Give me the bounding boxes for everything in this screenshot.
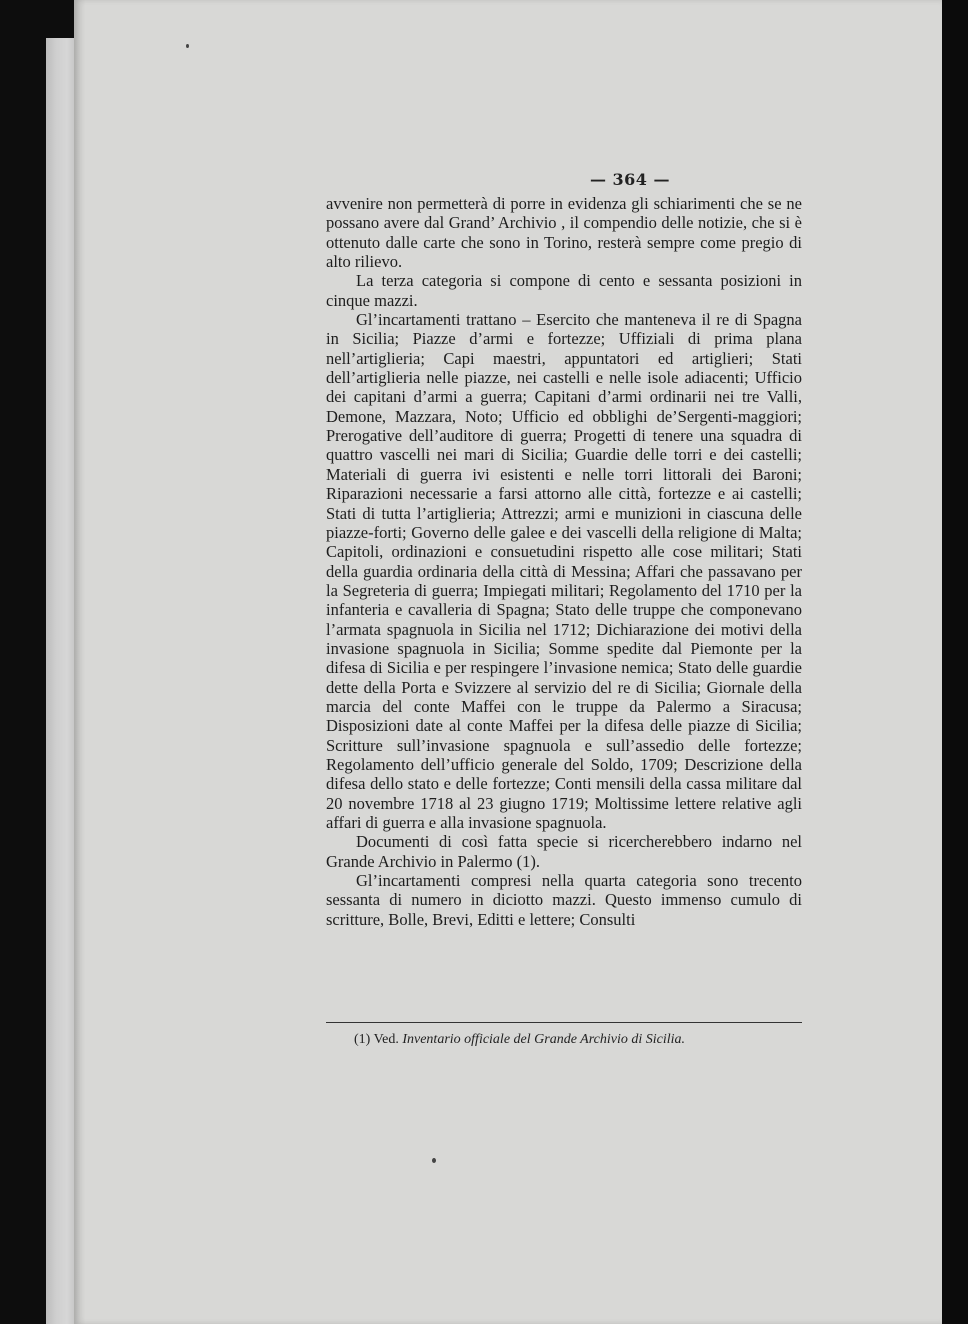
footnote-marker: (1) Ved. — [354, 1032, 399, 1047]
body-text — [326, 194, 802, 929]
paragraph-1: avvenire non permetterà di porre in evidenza gli schiarimenti che se ne possano avere dal Grand’ Archivio , il compendio delle notizie, che si è ottenuto dalle carte che sono in Torino, resterà sempre come pregio di alto rilievo. — [326, 194, 802, 272]
page-number: — 364 — — [589, 170, 671, 189]
paper-speck — [432, 1158, 436, 1163]
gutter-shadow — [74, 0, 86, 1324]
paragraph-2: La terza categoria si compone di cento e sessanta posizioni in cinque mazzi. — [326, 271, 802, 310]
footnote — [354, 1032, 814, 1048]
footnote-divider — [326, 1022, 802, 1023]
paragraph-5: Gl’incartamenti compresi nella quarta categoria sono trecento sessanta di numero in diciotto mazzi. Questo immenso cumulo di scritture, Bolle, Brevi, Editti e lettere; Consulti — [326, 871, 802, 929]
book-edge — [46, 38, 76, 1324]
paper-speck — [186, 44, 189, 48]
scan-border — [942, 0, 968, 1324]
paragraph-3: Gl’incartamenti trattano – Esercito che manteneva il re di Spagna in Sicilia; Piazze d’armi e fortezze; Uffiziali di prima plana nell’artiglieria; Capi maestri, appuntatori ed artiglieri; Stati dell’artiglieria nelle piazze, nei castelli e nelle isole adiacenti; Ufficio dei capitani d’armi a guerra; Capitani d’armi ordinarii nei tre Valli, Demone, Mazzara, Noto; Ufficio ed obblighi de’Sergenti-maggiori; Prerogative dell’auditore di guerra; Progetti di tenere una squadra di quattro vascelli nei mari di Sicilia; Guardie delle torri e dei castelli; Materiali di guerra ivi esistenti e nelle torri littorali dei Baroni; Riparazioni necessarie a farsi attorno alle città, fortezze e ai castelli; Stati di tutta l’artiglieria; Attrezzi; armi e munizioni in ciascuna delle piazze-forti; Governo delle galee e dei vascelli della religione di Malta; Capitoli, ordinazioni e consuetudini rispetto alle cose militari; Stati della guardia ordinaria della città di Messina; Affari che passavano per la Segreteria di guerra; Impiegati militari; Regolamento del 1710 per la infanteria e cavalleria di Spagna; Stato delle truppe che componevano l’armata spagnuola in Sicilia nel 1712; Dichiarazione dei motivi della invasione spagnuola in Sicilia; Somme spedite dal Piemonte per la difesa di Sicilia e per respingere l’invasione nemica; Stato delle guardie dette della Porta e Svizzere al servizio del re di Sicilia; Giornale della marcia del conte Maffei con le truppe da Palermo a Siracusa; Disposizioni date al conte Maffei per la difesa delle piazze di Sicilia; Scritture sull’invasione spagnuola e sull’assedio delle fortezze; Regolamento dell’ufficio generale del Soldo, 1709; Descrizione della difesa dello stato e delle fortezze; Conti mensili della cassa militare dal 20 novembre 1718 al 23 giugno 1719; Moltissime lettere relative agli affari di guerra e alla invasione spagnuola. — [326, 310, 802, 832]
paragraph-4: Documenti di così fatta specie si ricercherebbero indarno nel Grande Archivio in Palermo (1). — [326, 832, 802, 871]
footnote-work-title: Inventario officiale del Grande Archivio di Sicilia. — [402, 1032, 686, 1047]
